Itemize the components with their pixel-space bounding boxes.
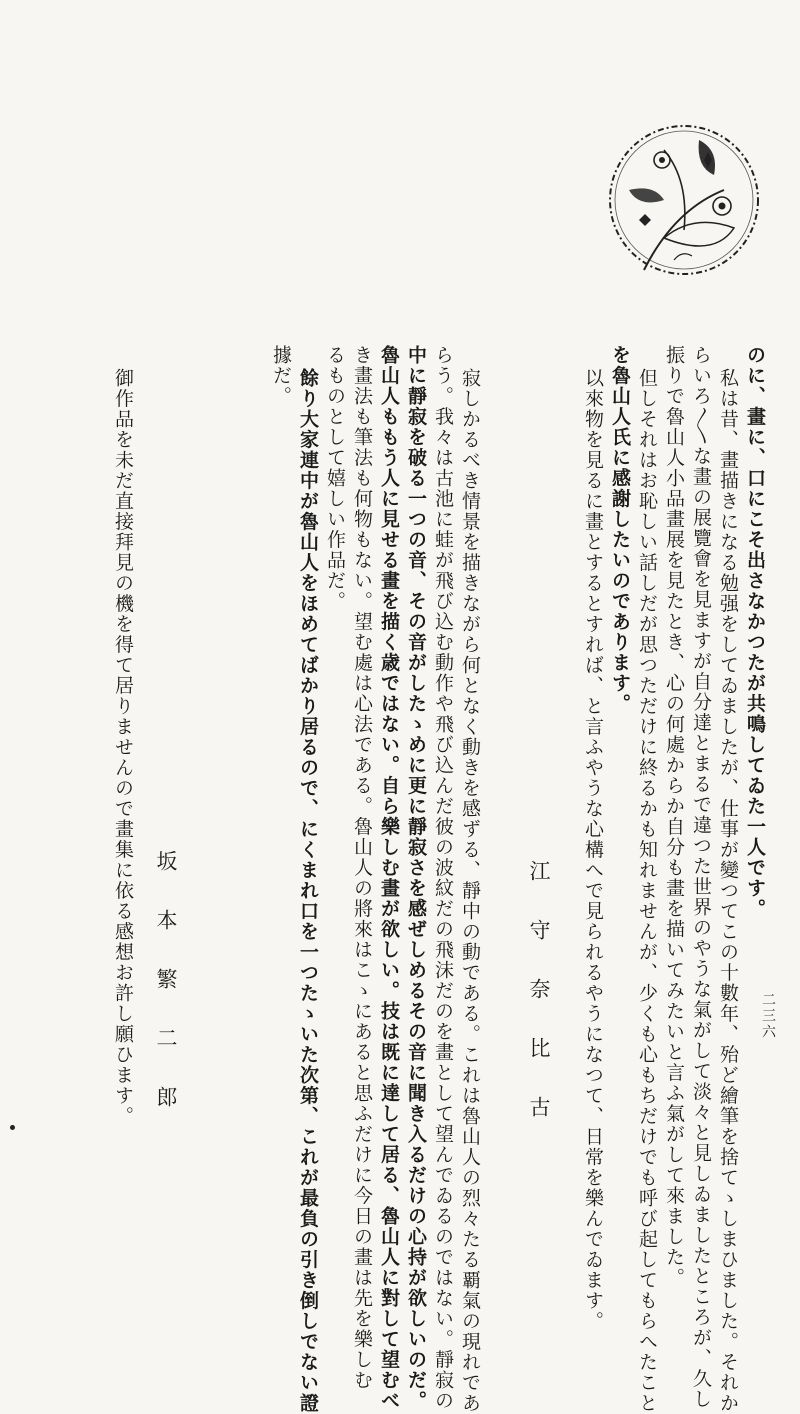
text-line: 但しそれはお恥しい話しだが思つただけに終るかも知れませんが、少くも心もちだけでも呼び起してもらへたこと bbox=[636, 368, 658, 1414]
author-signature: 江守奈比古 bbox=[527, 860, 551, 1155]
text-line: 據だ。 bbox=[270, 345, 292, 407]
text-line: 寂しかるべき情景を描きながら何となく動きを感ずる、靜中の動である。これは魯山人の烈々たる覇氣の現れであ bbox=[459, 368, 481, 1414]
text-line: 以來物を見るに畫とするとすれば、と言ふやうな心構へで見られるやうになつて、日常を樂んでゐます。 bbox=[582, 368, 604, 1332]
text-line: 魯山人ももう人に見せる畫を描く歳ではない。自ら樂しむ畫が欲しい。技は既に達して居る、魯山人に對して望むべ bbox=[378, 345, 400, 1411]
text-line: 振りで魯山人小品畫展を見たとき、心の何處からか自分も畫を描いてみたいと言ふ氣がして來ました。 bbox=[663, 345, 685, 1288]
floral-vignette-illustration bbox=[604, 120, 764, 280]
page-number: 二三六 bbox=[760, 992, 776, 1040]
ink-speck bbox=[10, 1125, 15, 1130]
text-line: のに、畫に、口にこそ出さなかつたが共鳴してゐた一人です。 bbox=[744, 345, 766, 919]
text-line: 餘り大家連中が魯山人をほめてばかり居るので、にくまれ口を一つたゝいた次第、これが最負の引き倒しでない證 bbox=[297, 368, 319, 1414]
text-line: 中に靜寂を破る一つの音、その音がしたゝめに更に靜寂さを感ぜしめるその音に聞き入るだけの心持が欲しいのだ。 bbox=[405, 345, 427, 1411]
text-line: 御作品を未だ直接拜見の機を得て居りませんので畫集に依る感想お許し願ひます。 bbox=[112, 368, 134, 1127]
text-line: らう。我々は古池に蛙が飛び込む動作や飛び込んだ彼の波紋だの飛沫だのを畫として望んでゐるのではない。靜寂の bbox=[432, 345, 454, 1411]
text-line: 私は昔、畫描きになる勉强をしてゐましたが、仕事が變つてこの十數年、殆ど繪筆を捨てゝしまひました。それか bbox=[717, 368, 739, 1414]
text-line: き畫法も筆法も何物もない。望む處は心法である。魯山人の將來はこゝにあると思ふだけに今日の畫は先を樂しむ bbox=[351, 345, 373, 1391]
author-signature: 坂本繁二郎 bbox=[154, 850, 178, 1145]
text-line: るものとして嬉しい作品だ。 bbox=[324, 345, 346, 612]
text-line: らいろ〳〵な畫の展覽會を見ますが自分達とまるで違つた世界のやうな氣がして淡々と見しゐましたところが、久し bbox=[690, 345, 712, 1410]
text-line: を魯山人氏に感謝したいのであります。 bbox=[609, 345, 631, 714]
